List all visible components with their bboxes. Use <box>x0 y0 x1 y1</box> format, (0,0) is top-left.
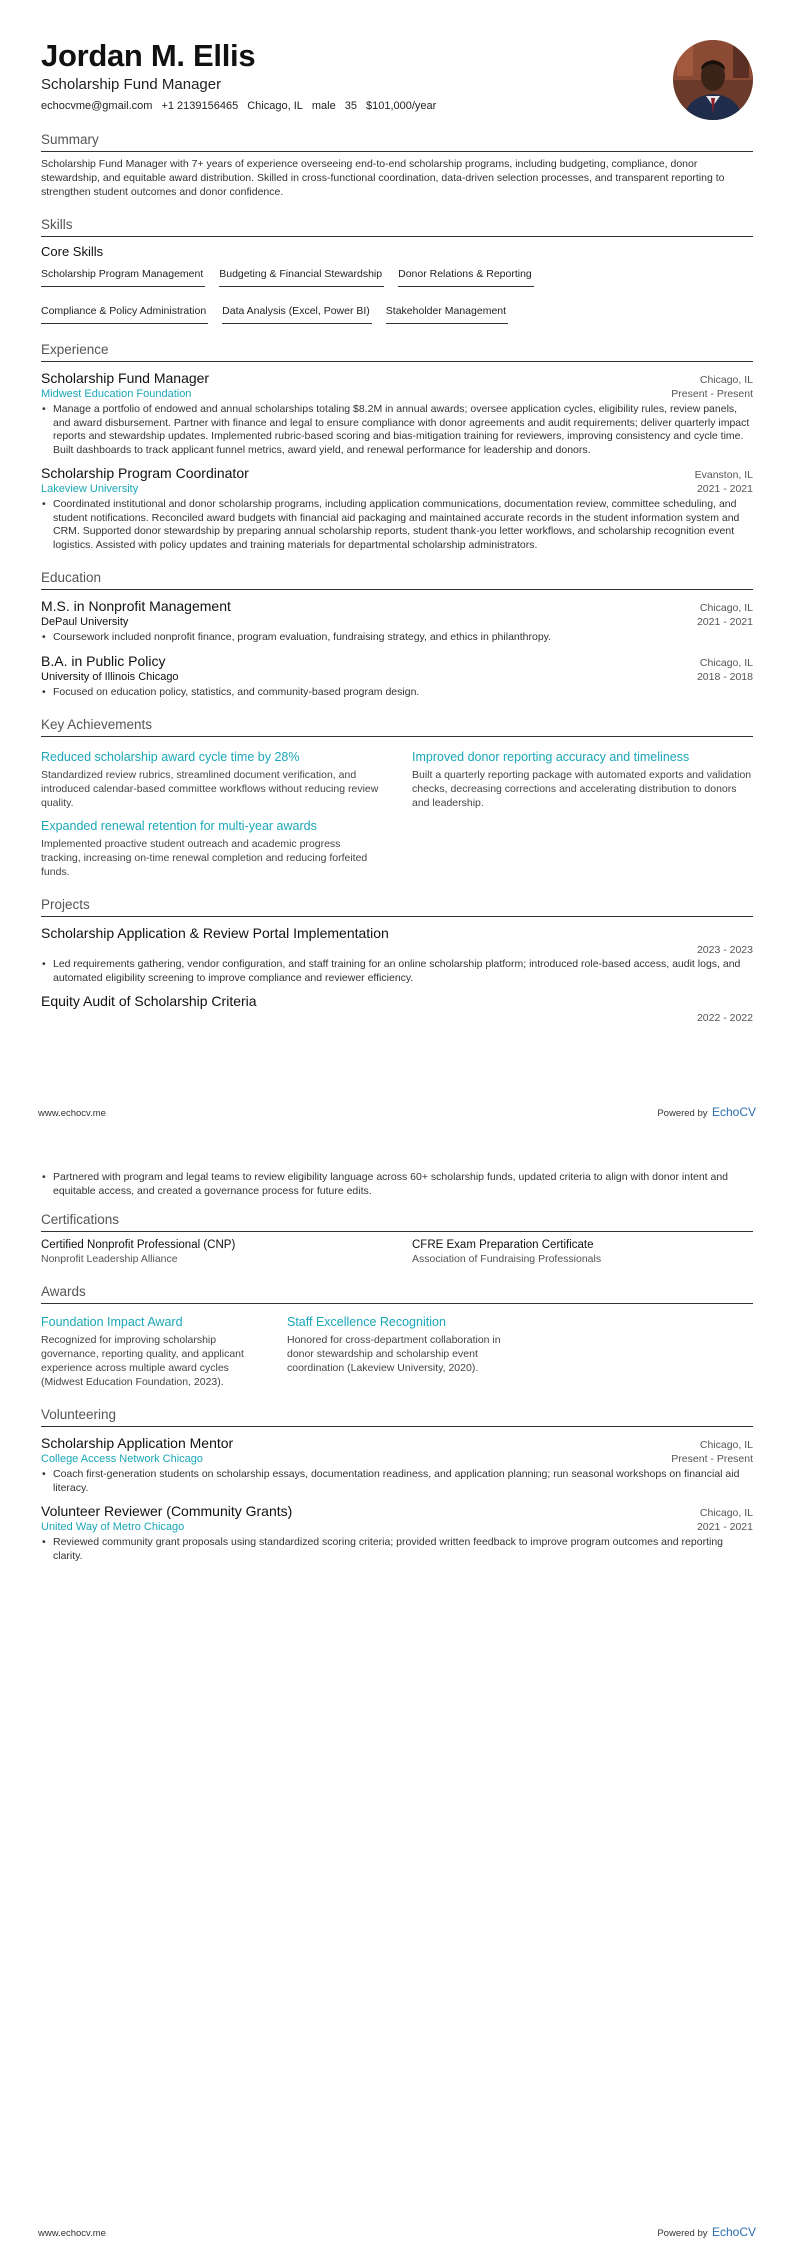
certifications-heading: Certifications <box>41 1212 753 1232</box>
education-heading: Education <box>41 570 753 590</box>
award-title: Foundation Impact Award <box>41 1315 183 1329</box>
volunteer-entry <box>41 1435 753 1495</box>
volunteer-location: Chicago, IL <box>699 1439 753 1451</box>
candidate-name: Jordan M. Ellis <box>41 38 256 73</box>
achievements-section <box>41 717 753 879</box>
job-description: • Coordinated institutional and donor scholarship programs, including application communications, documentation review, committee scheduling, and student notifications. Reconciled award budgets with financial aid packaging and maintained accurate records in the student information system and CRM. Supported donor stewardship by preparing annual scholarship reports, student thank-you letter workflows, and scholarship recognition event logistics. Assisted with policy updates and training materials for departmental scholarship administrators. <box>53 498 753 552</box>
skills-section <box>41 217 753 324</box>
experience-entry <box>41 370 753 457</box>
skill-tag: Data Analysis (Excel, Power BI) <box>222 303 372 324</box>
skills-group-title: Core Skills <box>41 244 104 259</box>
contact-email[interactable]: echocvme@gmail.com <box>41 100 153 112</box>
degree-title: B.A. in Public Policy <box>41 652 166 669</box>
project-description: • Led requirements gathering, vendor configuration, and staff training for an online scholarship platform; introduced role-based access, audit logs, and automated eligibility screening to improve compliance and reviewer efficiency. <box>53 958 753 985</box>
project-dates: 2023 - 2023 <box>696 944 753 956</box>
candidate-title: Scholarship Fund Manager <box>41 76 222 93</box>
summary-section <box>41 132 753 199</box>
page-1-content <box>41 38 753 1024</box>
footer-brand[interactable]: EchoCV <box>711 1105 756 1119</box>
school-location: Chicago, IL <box>699 656 753 669</box>
summary-heading: Summary <box>41 132 753 152</box>
job-description: • Manage a portfolio of endowed and annual scholarships totaling $8.2M in annual awards; oversee application cycles, eligibility rules, review panels, and award disbursement. Partner with finance and legal to ensure compliance with donor agreements and audit requirements; deliver quarterly impact reports and stewardship updates. Implemented rubric-based scoring and bias-mitigation training for reviewers, improving consistency and cycle time. Built dashboards to track applicant funnel metrics, award yield, and renewal performance for leadership and donors. <box>53 403 753 457</box>
projects-section <box>41 897 753 1024</box>
volunteering-heading: Volunteering <box>41 1407 753 1427</box>
awards-section <box>41 1284 753 1389</box>
page-2-footer <box>38 2223 756 2241</box>
volunteer-entry <box>41 1503 753 1563</box>
skill-tag: Donor Relations & Reporting <box>398 266 534 287</box>
certifications-grid <box>41 1238 753 1266</box>
project-entry <box>41 925 753 985</box>
school-location: Chicago, IL <box>699 602 753 614</box>
volunteering-section <box>41 1407 753 1563</box>
resume-page-2 <box>0 1123 794 2246</box>
skill-tag: Scholarship Program Management <box>41 266 205 287</box>
volunteer-dates: Present - Present <box>671 1453 753 1465</box>
skill-tag: Stakeholder Management <box>386 303 508 324</box>
certification-item <box>41 1238 382 1266</box>
experience-section <box>41 342 753 552</box>
education-dates: 2018 - 2018 <box>696 670 753 683</box>
certification-issuer: Association of Fundraising Professionals <box>412 1253 602 1265</box>
page-1-footer <box>38 1103 756 1121</box>
project-title: Scholarship Application & Review Portal Implementation <box>41 925 389 941</box>
achievement-text: Standardized review rubrics, streamlined document verification, and introduced calendar-based committee workflows without reducing review quality. <box>41 769 379 809</box>
awards-heading: Awards <box>41 1284 753 1304</box>
footer-url[interactable]: www.echocv.me <box>38 1108 106 1119</box>
experience-heading: Experience <box>41 342 753 362</box>
job-dates: Present - Present <box>671 388 753 400</box>
achievement-item <box>412 749 753 810</box>
avatar <box>673 40 753 120</box>
achievements-heading: Key Achievements <box>41 717 753 737</box>
achievements-grid <box>41 741 753 879</box>
achievement-text: Implemented proactive student outreach and academic progress tracking, increasing on-time renewal completion and reducing forfeited funds. <box>41 838 368 878</box>
project-description: • Partnered with program and legal teams to review eligibility language across 60+ scholarship funds, updated criteria to align with donor intent and equitable access, and created a governance process for future edits. <box>53 1171 753 1198</box>
school-name: University of Illinois Chicago <box>41 670 179 683</box>
volunteer-role: Volunteer Reviewer (Community Grants) <box>41 1503 293 1519</box>
project-dates: 2022 - 2022 <box>696 1012 753 1024</box>
award-item <box>41 1308 259 1389</box>
summary-text: Scholarship Fund Manager with 7+ years of experience overseeing end-to-end scholarship programs, including budgeting, compliance, donor stewardship, and equitable award distribution. Skilled in cross-functional coordination, data-driven selection processes, and transparent reporting to strengthen student outcomes and donor confidence. <box>41 158 725 198</box>
achievement-item <box>41 818 382 879</box>
volunteer-org: College Access Network Chicago <box>41 1453 204 1465</box>
job-location: Evanston, IL <box>694 469 753 481</box>
award-text: Recognized for improving scholarship governance, reporting quality, and applicant experience across multiple award cycles (Midwest Education Foundation, 2023). <box>41 1334 244 1388</box>
footer-url[interactable]: www.echocv.me <box>38 2228 106 2239</box>
employer-name: Midwest Education Foundation <box>41 388 192 400</box>
skills-heading: Skills <box>41 217 753 237</box>
volunteer-dates: 2021 - 2021 <box>696 1521 753 1533</box>
skill-tag: Budgeting & Financial Stewardship <box>219 266 384 287</box>
education-section <box>41 570 753 699</box>
project-entry <box>41 993 753 1024</box>
skill-tag: Compliance & Policy Administration <box>41 303 208 324</box>
project-continuation <box>41 1171 753 1198</box>
achievement-title: Reduced scholarship award cycle time by 28% <box>41 750 300 764</box>
education-entry <box>41 653 753 700</box>
job-location: Chicago, IL <box>699 374 753 386</box>
volunteer-location: Chicago, IL <box>699 1507 753 1519</box>
resume-header <box>41 38 753 112</box>
job-title: Scholarship Fund Manager <box>41 370 210 386</box>
contact-salary: $101,000/year <box>365 100 437 112</box>
contact-age: 35 <box>344 100 357 112</box>
award-title: Staff Excellence Recognition <box>287 1315 446 1329</box>
contact-gender: male <box>311 100 336 112</box>
skills-list <box>41 266 601 324</box>
volunteer-description: • Coach first-generation students on scholarship essays, documentation readiness, and application planning; run seasonal workshops on financial aid literacy. <box>53 1468 753 1495</box>
footer-powered-label: Powered by <box>657 2228 708 2239</box>
award-text: Honored for cross-department collaboration in donor stewardship and scholarship event coordination (Lakeview University, 2020). <box>287 1334 501 1374</box>
education-entry <box>41 598 753 645</box>
contact-location: Chicago, IL <box>247 100 303 112</box>
certification-issuer: Nonprofit Leadership Alliance <box>41 1253 178 1265</box>
certification-name: Certified Nonprofit Professional (CNP) <box>41 1239 236 1251</box>
certification-item <box>412 1238 753 1266</box>
achievement-text: Built a quarterly reporting package with automated exports and validation checks, decreasing corrections and accelerating distribution to donors and leadership. <box>412 769 752 809</box>
volunteer-role: Scholarship Application Mentor <box>41 1435 234 1451</box>
volunteer-description: • Reviewed community grant proposals using standardized scoring criteria; provided written feedback to improve program outcomes and reporting clarity. <box>53 1536 753 1563</box>
achievement-title: Improved donor reporting accuracy and timeliness <box>412 750 690 764</box>
profile-photo-icon <box>673 40 753 120</box>
volunteer-org: United Way of Metro Chicago <box>41 1521 185 1533</box>
page-2-content <box>41 1169 753 1563</box>
awards-grid <box>41 1308 753 1389</box>
projects-heading: Projects <box>41 897 753 917</box>
education-dates: 2021 - 2021 <box>696 616 753 628</box>
certifications-section <box>41 1212 753 1266</box>
degree-title: M.S. in Nonprofit Management <box>41 598 231 614</box>
footer-brand[interactable]: EchoCV <box>711 2225 756 2239</box>
school-name: DePaul University <box>41 616 129 628</box>
job-dates: 2021 - 2021 <box>696 483 753 495</box>
award-item <box>287 1308 505 1389</box>
employer-name: Lakeview University <box>41 483 139 495</box>
experience-entry <box>41 465 753 552</box>
education-description: • Coursework included nonprofit finance, program evaluation, fundraising strategy, and ethics in philanthropy. <box>53 631 753 645</box>
education-description: • Focused on education policy, statistics, and community-based program design. <box>53 686 753 700</box>
achievement-item <box>41 749 382 810</box>
project-title: Equity Audit of Scholarship Criteria <box>41 993 257 1009</box>
job-title: Scholarship Program Coordinator <box>41 465 249 481</box>
contact-line <box>41 100 753 112</box>
footer-powered-by <box>657 1103 756 1121</box>
contact-phone[interactable]: +1 2139156465 <box>161 100 239 112</box>
achievement-title: Expanded renewal retention for multi-year awards <box>41 819 317 833</box>
certification-name: CFRE Exam Preparation Certificate <box>412 1239 594 1251</box>
footer-powered-by <box>657 2223 756 2241</box>
footer-powered-label: Powered by <box>657 1108 708 1119</box>
